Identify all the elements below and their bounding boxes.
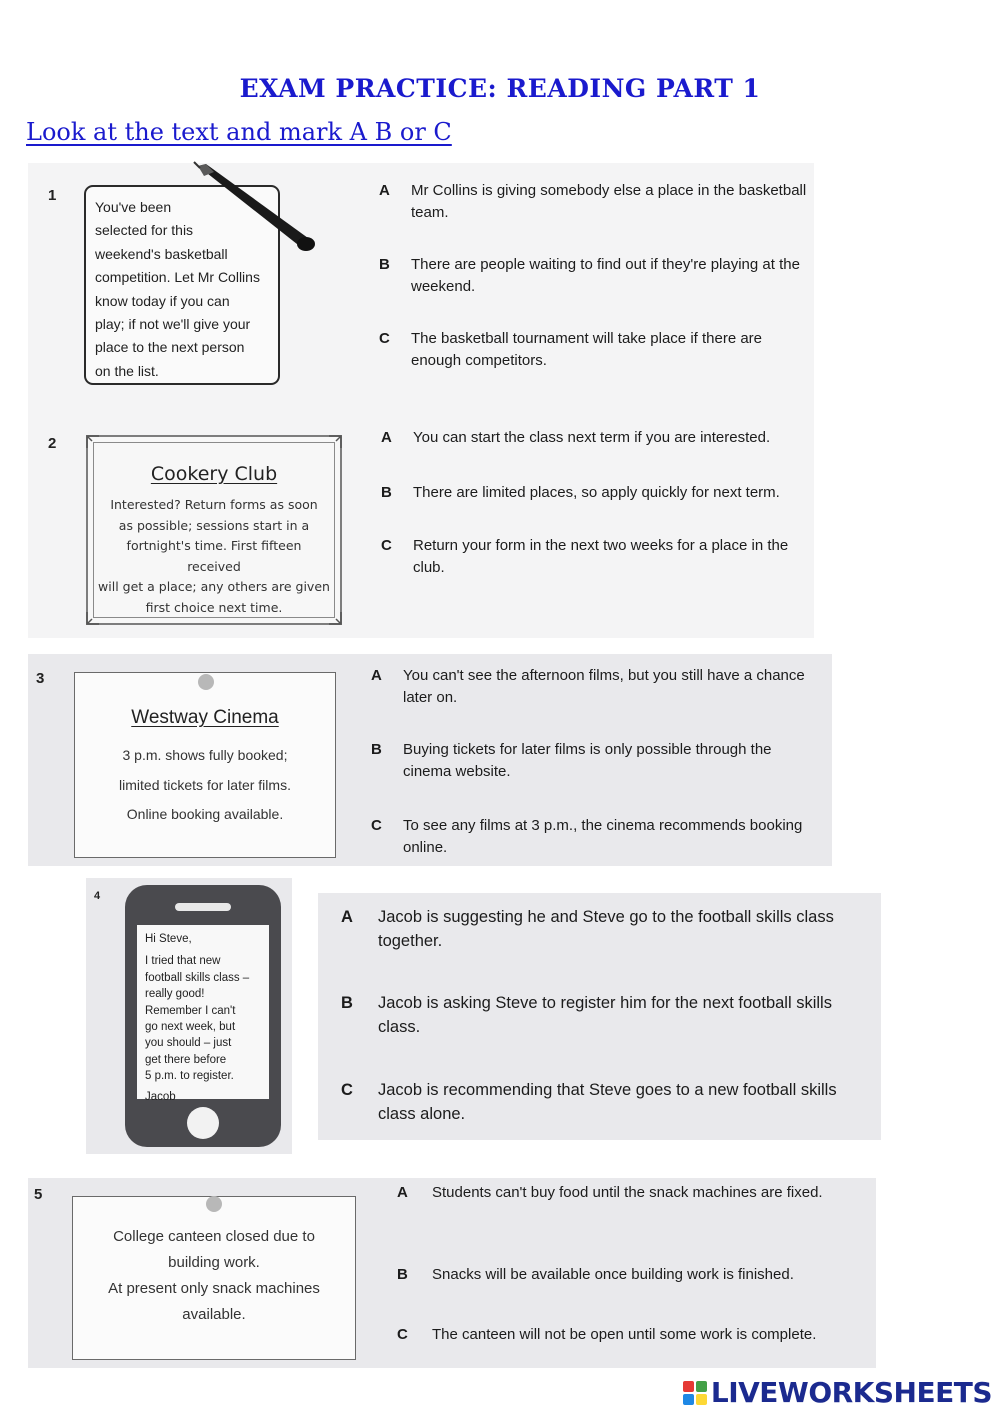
notice-line: as possible; sessions start in a bbox=[118, 517, 310, 533]
notice-line: building work. bbox=[168, 1254, 260, 1271]
notice-line: first choice next time. bbox=[145, 599, 283, 615]
message-line: Hi Steve, bbox=[145, 933, 192, 945]
liveworksheets-logo[interactable] bbox=[683, 1376, 992, 1409]
option-letter: C bbox=[371, 817, 382, 834]
question-3-option-a[interactable] bbox=[371, 665, 821, 709]
option-text: Return your form in the next two weeks for a place in the club. bbox=[413, 537, 789, 576]
notice-line: Online booking available. bbox=[126, 806, 284, 822]
message-line: get there before bbox=[145, 1053, 227, 1066]
option-letter: C bbox=[341, 1081, 353, 1099]
question-3-option-c[interactable] bbox=[371, 815, 811, 859]
question-2-notice bbox=[86, 435, 342, 625]
notice-body bbox=[75, 741, 335, 830]
option-letter: C bbox=[379, 330, 390, 347]
option-letter: C bbox=[381, 537, 392, 554]
message-line: 5 p.m. to register. bbox=[145, 1070, 234, 1083]
message-line: go next week, but bbox=[145, 1021, 236, 1034]
option-text: You can start the class next term if you are interested. bbox=[413, 429, 771, 446]
option-letter: A bbox=[379, 182, 390, 199]
question-5-option-c[interactable] bbox=[397, 1324, 817, 1346]
question-5-option-a[interactable] bbox=[397, 1182, 867, 1204]
notice-line: competition. Let Mr Collins bbox=[95, 269, 260, 286]
option-text: Snacks will be available once building work is finished. bbox=[432, 1266, 794, 1283]
notice-line: fortnight's time. First fifteen received bbox=[126, 538, 302, 574]
question-1-option-a[interactable] bbox=[379, 180, 809, 224]
question-3-option-b[interactable] bbox=[371, 739, 821, 783]
option-letter: B bbox=[341, 994, 353, 1012]
notice-line: selected for this bbox=[95, 222, 194, 239]
option-text: Jacob is asking Steve to register him for the next football skills class. bbox=[378, 994, 832, 1036]
pin-icon bbox=[206, 1196, 222, 1212]
notice-line: limited tickets for later films. bbox=[119, 776, 291, 793]
message-line: Jacob bbox=[145, 1090, 176, 1103]
question-2-option-a[interactable] bbox=[381, 427, 813, 449]
option-letter: A bbox=[397, 1184, 408, 1201]
question-3-notice bbox=[74, 672, 336, 858]
notice-line: You've been bbox=[95, 199, 172, 215]
phone-screen bbox=[137, 925, 269, 1103]
question-1-option-b[interactable] bbox=[379, 254, 809, 298]
notice-line: College canteen closed due to bbox=[113, 1228, 315, 1245]
message-line: really good! bbox=[145, 988, 205, 1001]
pen-icon bbox=[190, 160, 320, 255]
message-line: football skills class – bbox=[145, 971, 250, 984]
option-text: Mr Collins is giving somebody else a place in the basketball team. bbox=[411, 182, 807, 221]
logo-mark-icon bbox=[683, 1381, 707, 1405]
question-5-option-b[interactable] bbox=[397, 1264, 867, 1286]
option-letter: A bbox=[371, 667, 382, 684]
phone-speaker bbox=[175, 903, 231, 911]
page-title: EXAM PRACTICE: READING PART 1 bbox=[239, 74, 761, 103]
question-3-number: 3 bbox=[36, 670, 45, 687]
question-5-number: 5 bbox=[34, 1186, 43, 1203]
message-line: I tried that new bbox=[145, 955, 221, 968]
question-4-option-c[interactable] bbox=[341, 1078, 871, 1126]
option-text: The basketball tournament will take place if there are enough competitors. bbox=[411, 330, 763, 369]
logo-text: LIVEWORKSHEETS bbox=[710, 1376, 992, 1409]
notice-line: will get a place; any others are given bbox=[98, 579, 330, 594]
notice-line: 3 p.m. shows fully booked; bbox=[122, 747, 288, 763]
notice-heading: Cookery Club bbox=[150, 463, 278, 485]
question-4-option-b[interactable] bbox=[341, 991, 871, 1039]
notice-line: know today if you can bbox=[95, 292, 230, 309]
logo-square bbox=[696, 1381, 707, 1392]
option-text: Jacob is suggesting he and Steve go to the football skills class together. bbox=[378, 908, 834, 950]
notice-line: Interested? Return forms as soon bbox=[110, 497, 318, 512]
question-2-option-c[interactable] bbox=[381, 535, 801, 579]
option-letter: C bbox=[397, 1326, 408, 1343]
message-line: Remember I can't bbox=[145, 1004, 236, 1017]
option-text: There are limited places, so apply quickly for next term. bbox=[413, 484, 780, 501]
notice-line: play; if not we'll give your bbox=[95, 316, 251, 333]
phone-home-button bbox=[187, 1107, 219, 1139]
logo-square bbox=[683, 1381, 694, 1392]
option-letter: A bbox=[381, 429, 392, 446]
option-text: The canteen will not be open until some work is complete. bbox=[432, 1326, 817, 1343]
notice-body bbox=[98, 495, 330, 618]
question-1-option-c[interactable] bbox=[379, 328, 809, 372]
option-letter: A bbox=[341, 908, 353, 926]
notice-line: place to the next person bbox=[95, 339, 245, 356]
option-letter: B bbox=[397, 1266, 408, 1283]
option-text: To see any films at 3 p.m., the cinema recommends booking online. bbox=[403, 817, 803, 856]
logo-square bbox=[683, 1394, 694, 1405]
option-text: There are people waiting to find out if they're playing at the weekend. bbox=[411, 256, 800, 295]
option-text: Buying tickets for later films is only possible through the cinema website. bbox=[403, 741, 772, 780]
question-2-option-b[interactable] bbox=[381, 482, 813, 504]
notice-line: on the list. bbox=[95, 362, 159, 379]
instruction-text: Look at the text and mark A B or C bbox=[26, 118, 452, 146]
question-4-number: 4 bbox=[94, 890, 101, 902]
option-letter: B bbox=[381, 484, 392, 501]
question-5-notice bbox=[72, 1196, 356, 1360]
notice-line: weekend's basketball bbox=[95, 245, 228, 262]
question-4-option-a[interactable] bbox=[341, 905, 871, 953]
notice-line: At present only snack machines bbox=[108, 1280, 320, 1297]
option-text: Students can't buy food until the snack machines are fixed. bbox=[432, 1184, 823, 1201]
notice-frame bbox=[93, 442, 335, 618]
option-text: You can't see the afternoon films, but you still have a chance later on. bbox=[403, 667, 805, 706]
option-letter: B bbox=[379, 256, 390, 273]
phone-icon bbox=[125, 885, 281, 1147]
question-1-number: 1 bbox=[48, 187, 57, 204]
pin-icon bbox=[198, 674, 214, 690]
notice-heading: Westway Cinema bbox=[131, 707, 279, 728]
option-letter: B bbox=[371, 741, 382, 758]
message-line: you should – just bbox=[145, 1037, 232, 1050]
option-text: Jacob is recommending that Steve goes to a new football skills class alone. bbox=[378, 1081, 837, 1123]
question-2-number: 2 bbox=[48, 435, 57, 452]
logo-square bbox=[696, 1394, 707, 1405]
notice-line: available. bbox=[182, 1306, 246, 1323]
